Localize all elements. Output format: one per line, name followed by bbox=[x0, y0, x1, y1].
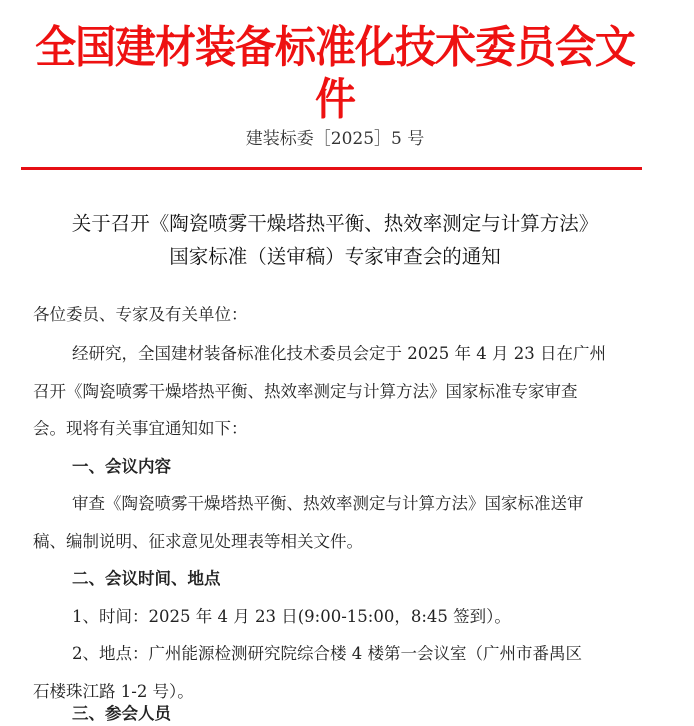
section-1-heading: 一、会议内容 bbox=[72, 457, 171, 476]
intro-line-3: 会。现将有关事宜通知如下： bbox=[33, 419, 248, 438]
intro-line-1: 经研究，全国建材装备标准化技术委员会定于 2025 年 4 月 23 日在广州 bbox=[72, 344, 606, 363]
section-2-heading: 二、会议时间、地点 bbox=[72, 569, 221, 588]
red-divider-rule bbox=[21, 167, 642, 170]
salutation: 各位委员、专家及有关单位： bbox=[33, 305, 248, 324]
section-3-heading: 三、参会人员 bbox=[72, 704, 171, 723]
meeting-time: 1、时间：2025 年 4 月 23 日(9:00-15:00，8:45 签到）。 bbox=[72, 607, 511, 626]
section-1-body-line-1: 审查《陶瓷喷雾干燥塔热平衡、热效率测定与计算方法》国家标准送审 bbox=[72, 494, 584, 513]
notice-title-line-1: 关于召开《陶瓷喷雾干燥塔热平衡、热效率测定与计算方法》 bbox=[71, 212, 599, 235]
intro-line-2: 召开《陶瓷喷雾干燥塔热平衡、热效率测定与计算方法》国家标准专家审查 bbox=[33, 382, 578, 401]
meeting-place-line-2: 石楼珠江路 1-2 号）。 bbox=[33, 682, 194, 701]
masthead-title: 全国建材装备标准化技术委员会文件 bbox=[35, 22, 635, 125]
notice-title-line-2: 国家标准（送审稿）专家审查会的通知 bbox=[169, 245, 501, 268]
document-number: 建装标委［2025］5 号 bbox=[245, 129, 425, 149]
clipped-next-section bbox=[0, 700, 670, 723]
section-1-body-line-2: 稿、编制说明、征求意见处理表等相关文件。 bbox=[33, 532, 363, 551]
meeting-place-line-1: 2、地点：广州能源检测研究院综合楼 4 楼第一会议室（广州市番禺区 bbox=[72, 644, 582, 663]
